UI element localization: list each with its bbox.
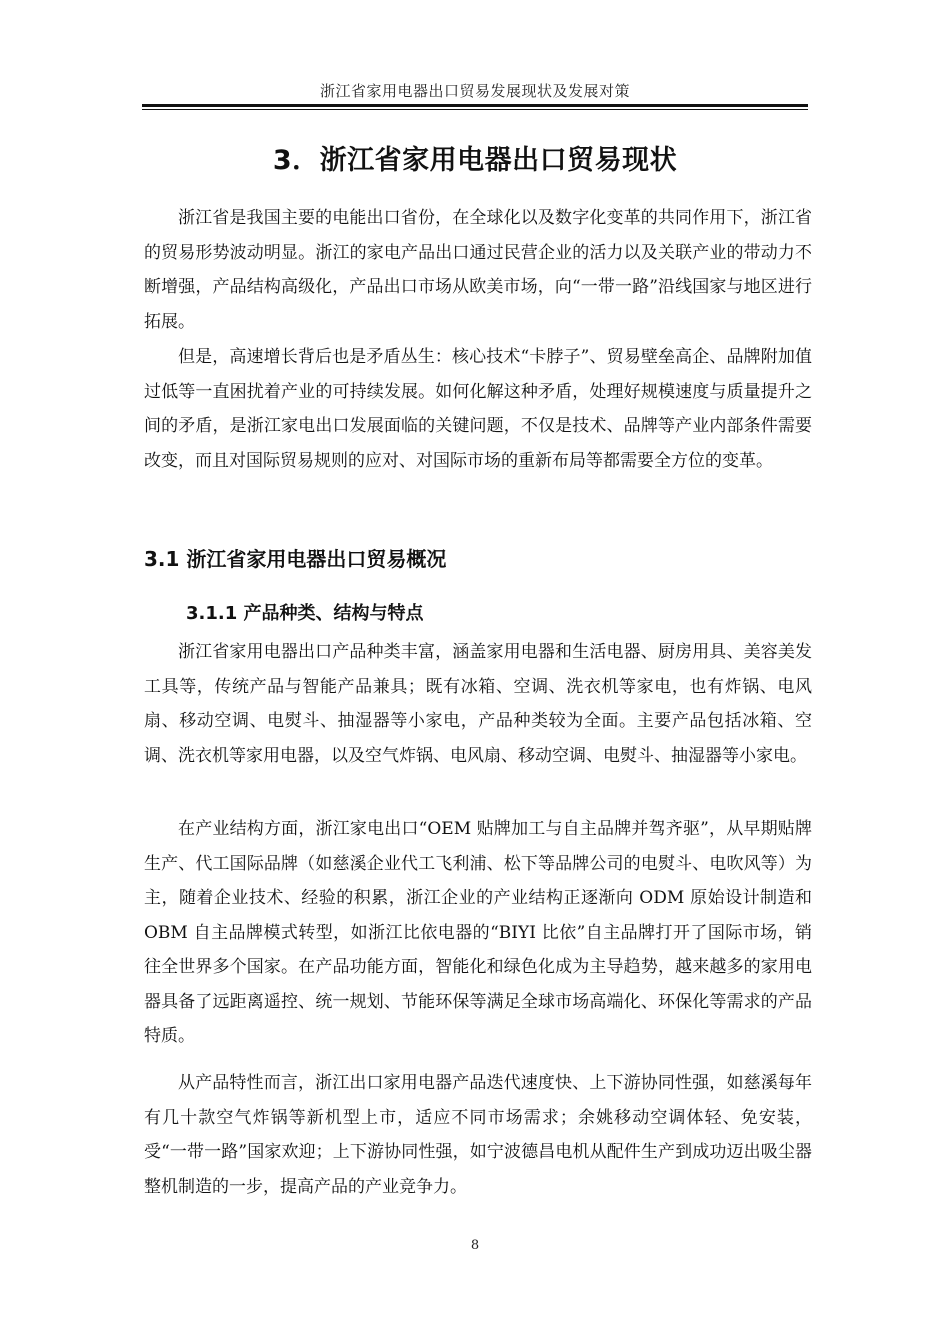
page-number: 8 [470,1238,480,1253]
header-rule-thin [142,109,808,110]
body-paragraph-1: 浙江省家用电器出口产品种类丰富，涵盖家用电器和生活电器、厨房用具、美容美发工具等，传统产品与智能产品兼具；既有冰箱、空调、洗衣机等家电，也有炸锅、电风扇、移动空调、电熨斗、抽湿器等小家电，产品种类较为全面。主要产品包括冰箱、空调、洗衣机等家用电器，以及空气炸锅、电风扇、移动空调、电熨斗、抽湿器等小家电。 [144,642,812,766]
subsection-heading: 3.1.1 产品种类、结构与特点 [186,603,424,624]
section-heading: 3.1 浙江省家用电器出口贸易概况 [144,547,447,571]
body-paragraph-3: 从产品特性而言，浙江出口家用电器产品迭代速度快、上下游协同性强，如慈溪每年有几十款空气炸锅等新机型上市，适应不同市场需求；余姚移动空调体轻、免安装，受“一带一路”国家欢迎；上下游协同性强，如宁波德昌电机从配件生产到成功迈出吸尘器整机制造的一步，提高产品的产业竞争力。 [144,1073,812,1197]
intro-paragraph-2: 但是，高速增长背后也是矛盾丛生：核心技术“卡脖子”、贸易壁垒高企、品牌附加值过低等一直困扰着产业的可持续发展。如何化解这种矛盾，处理好规模速度与质量提升之间的矛盾，是浙江家电出口发展面临的关键问题，不仅是技术、品牌等产业内部条件需要改变，而且对国际贸易规则的应对、对国际市场的重新布局等都需要全方位的变革。 [144,347,812,471]
intro-paragraph-1: 浙江省是我国主要的电能出口省份，在全球化以及数字化变革的共同作用下，浙江省的贸易形势波动明显。浙江的家电产品出口通过民营企业的活力以及关联产业的带动力不断增强，产品结构高级化，产品出口市场从欧美市场，向“一带一路”沿线国家与地区进行拓展。 [144,208,812,332]
running-header: 浙江省家用电器出口贸易发展现状及发展对策 [319,82,630,100]
chapter-title: 3．浙江省家用电器出口贸易现状 [272,145,678,176]
header-rule-thick [142,104,808,107]
body-paragraph-2: 在产业结构方面，浙江家电出口“OEM 贴牌加工与自主品牌并驾齐驱”，从早期贴牌生产、代工国际品牌（如慈溪企业代工飞利浦、松下等品牌公司的电熨斗、电吹风等）为主，随着企业技术、经验的积累，浙江企业的产业结构正逐渐向 ODM 原始设计制造和 OBM 自主品牌模式转型，如浙江比依电器的“BIYI 比依”自主品牌打开了国际市场，销往全世界多个国家。在产品功能方面，智能化和绿色化成为主导趋势，越来越多的家用电器具备了远距离遥控、统一规划、节能环保等满足全球市场高端化、环保化等需求的产品特质。 [144,819,812,1046]
